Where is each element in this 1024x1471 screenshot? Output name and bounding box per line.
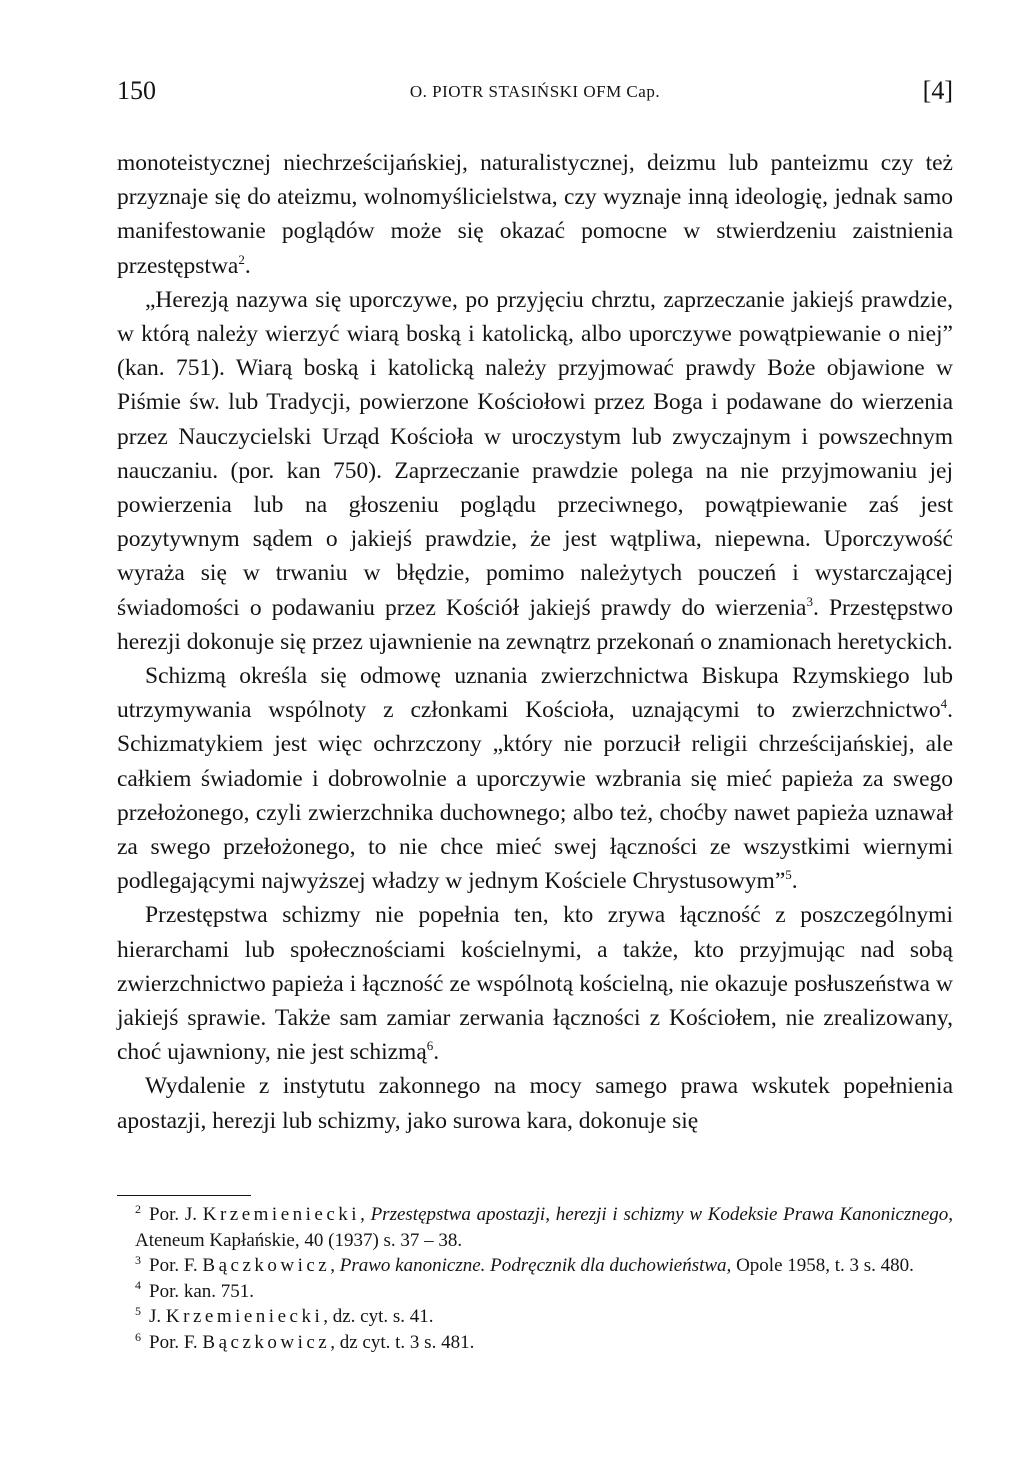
footnote-number: 3 [135, 1252, 141, 1267]
footnote-text: , dz. cyt. s. 41. [323, 1306, 434, 1328]
paragraph-text: . Schizmatykiem jest więc ochrzczony „który nie porzucił religii chrześcijańskiej, ale całkiem świadomie i dobrowolnie a uporczywie wzbrania się mieć papieża za swego przełożonego, czyli zwierzchnika duchownego; albo też, choćby nawet papieża uznawał za swego przełożonego, to nie chce mieć swej łączności ze wszystkimi wiernymi podlegającymi najwyższej władzy w jednym Kościele Chrystusowym” [117, 697, 953, 895]
page-number: 150 [117, 76, 156, 105]
body-paragraph [117, 1069, 953, 1137]
running-title: O. PIOTR STASIŃSKI OFM Cap. [409, 82, 661, 101]
footnote-text: , [330, 1255, 340, 1277]
footnote-reference: 4 [940, 696, 948, 712]
footnote-divider [117, 1195, 251, 1196]
body-paragraph [117, 283, 953, 659]
paragraph-text: „Herezją nazywa się uporczywe, po przyjęciu chrztu, zaprzeczanie jakiejś prawdzie, w którą należy wierzyć wiarą boską i katolicką, albo uporczywe powątpiewanie o niej” (kan. 751). Wiarą boską i katolicką należy przyjmować prawdy Boże objawione w Piśmie św. lub Tradycji, powierzone Kościołowi przez Boga i podawane do wierzenia przez Nauczycielski Urząd Kościoła w uroczystym lub zwyczajnym i powszechnym nauczaniu. (por. kan 750). Zaprzeczanie prawdzie polega na nie przyjmowaniu jej powierzenia lub na głoszeniu poglądu przeciwnego, powątpiewanie zaś jest pozytywnym sądem o jakiejś prawdzie, że jest wątpliwa, niepewna. Uporczywość wyraża się w trwaniu w błędzie, pomimo należytych pouczeń i wystarczającej świadomości o podawaniu przez Kościół jakiejś prawdy do wierzenia [117, 286, 953, 621]
footnote-text: Ateneum Kapłańskie, 40 (1937) s. 37 – 38. [135, 1229, 463, 1251]
footnote [117, 1304, 953, 1330]
footnote-reference: 6 [426, 1038, 434, 1054]
footnote-reference: 5 [785, 867, 792, 883]
footnote-author: Krzemieniecki [202, 1204, 361, 1225]
body-paragraph [117, 898, 953, 1069]
footnote-number: 2 [135, 1201, 141, 1216]
section-number: [4] [922, 76, 953, 105]
footnote-reference: 3 [806, 593, 813, 609]
footnote [117, 1202, 953, 1253]
paragraph-text: . Przestępstwo herezji dokonuje się przez ujawnienie na zewnątrz przekonań o znamionach heretyckich. [117, 594, 953, 655]
footnote-text: , dz cyt. t. 3 s. 481. [330, 1331, 475, 1353]
body-text [117, 146, 953, 1138]
footnote-author: Bączkowicz [202, 1255, 331, 1277]
footnote-text: Por. F. [149, 1331, 203, 1353]
footnote-number: 6 [135, 1329, 141, 1344]
footnote-number: 4 [135, 1278, 141, 1293]
footnote [117, 1253, 953, 1279]
footnote-title: Prawo kanoniczne. Podręcznik dla duchowieństwa, [339, 1255, 732, 1277]
footnote [117, 1279, 953, 1305]
footnote-number: 5 [135, 1304, 141, 1319]
footnotes [117, 1202, 953, 1356]
footnote-text: Opole 1958, t. 3 s. 480. [731, 1255, 914, 1277]
paragraph-text: . [791, 868, 798, 895]
footnote-text: , [360, 1204, 371, 1225]
footnote-title: Przestępstwa apostazji, herezji i schizmy w Kodeksie Prawa Kanonicznego, [370, 1204, 954, 1225]
body-paragraph [117, 659, 953, 898]
paragraph-text: Schizmą określa się odmowę uznania zwierzchnictwa Biskupa Rzymskiego lub utrzymywania wspólnoty z członkami Kościoła, uznającymi to zwierzchnictwo [117, 663, 953, 724]
footnote-author: Krzemieniecki [165, 1306, 324, 1328]
footnote-text: J. [149, 1306, 166, 1328]
footnote-text: Por. kan. 751. [149, 1280, 255, 1302]
footnote [117, 1330, 953, 1356]
paragraph-text: Przestępstwa schizmy nie popełnia ten, kto zrywa łączność z poszczególnymi hierarchami lub społecznościami kościelnymi, a także, kto przyjmując nad sobą zwierzchnictwo papieża i łączność ze wspólnotą kościelną, nie okazuje posłuszeństwa w jakiejś sprawie. Także sam zamiar zerwania łączności z Kościołem, nie zrealizowany, choć ujawniony, nie jest schizmą [117, 902, 953, 1066]
page-header [117, 76, 953, 116]
footnote-text: Por. F. [149, 1255, 203, 1277]
paragraph-text: . [433, 1039, 440, 1066]
body-paragraph [117, 146, 953, 283]
paragraph-text: . [244, 252, 251, 279]
paragraph-text: monoteistycznej niechrześcijańskiej, naturalistycznej, deizmu lub panteizmu czy też przyznaje się do ateizmu, wolnomyślicielstwa, czy wyznaje inną ideologię, jednak samo manifestowanie poglądów może się okazać pomocne w stwierdzeniu zaistnienia przestępstwa [117, 150, 953, 279]
footnote-text: Por. J. [149, 1204, 203, 1225]
footnote-author: Bączkowicz [202, 1331, 331, 1353]
paragraph-text: Wydalenie z instytutu zakonnego na mocy samego prawa wskutek popełnienia apostazji, herezji lub schizmy, jako surowa kara, dokonuje się [117, 1073, 953, 1134]
footnote-reference: 2 [238, 251, 245, 267]
